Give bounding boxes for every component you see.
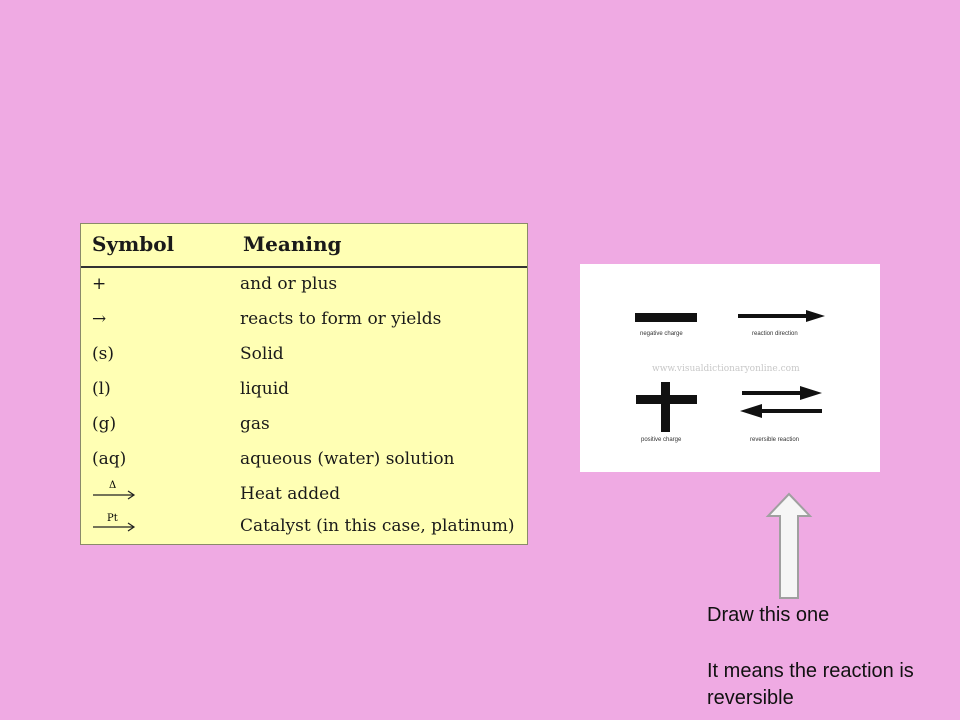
- header-meaning: Meaning: [243, 232, 342, 256]
- table-header: [81, 224, 527, 268]
- row-meaning: Catalyst (in this case, platinum): [240, 516, 515, 536]
- row-symbol: →: [92, 309, 107, 329]
- reversible-arrow-icon: [740, 386, 822, 418]
- caption-direction: reaction direction: [752, 331, 798, 337]
- note-line-3: reversible: [707, 687, 794, 709]
- up-arrow-icon: [765, 492, 813, 600]
- symbol-meaning-table: [80, 223, 528, 545]
- row-symbol: (aq): [92, 449, 127, 469]
- table-row: [81, 338, 527, 373]
- right-arrow-icon: [738, 310, 825, 322]
- row-meaning: and or plus: [240, 274, 338, 294]
- row-meaning: Solid: [240, 344, 284, 364]
- caption-reversible: reversible reaction: [750, 437, 800, 443]
- platinum-label: Pt: [107, 513, 118, 524]
- delta-label: Δ: [109, 480, 117, 491]
- header-symbol: Symbol: [92, 232, 175, 256]
- row-meaning: reacts to form or yields: [240, 309, 442, 329]
- table-row: [81, 408, 527, 443]
- row-meaning: Heat added: [240, 484, 341, 504]
- row-meaning: aqueous (water) solution: [240, 449, 455, 469]
- row-symbol: (l): [92, 379, 111, 399]
- instruction-note: [707, 602, 914, 712]
- table-row: [81, 510, 527, 545]
- table-row: [81, 478, 527, 513]
- table-row: [81, 373, 527, 408]
- row-meaning: liquid: [240, 379, 290, 399]
- symbols-illustration: [580, 264, 880, 472]
- note-line-1: Draw this one: [707, 604, 830, 626]
- minus-icon: [635, 313, 697, 322]
- catalyst-arrow-icon: [91, 510, 139, 540]
- symbols-image: [580, 264, 880, 472]
- note-line-2: It means the reaction is: [707, 660, 914, 682]
- table-row: [81, 443, 527, 478]
- row-symbol: (s): [92, 344, 114, 364]
- caption-negative: negative charge: [640, 331, 683, 337]
- table-row: [81, 303, 527, 338]
- table-row: [81, 268, 527, 303]
- caption-positive: positive charge: [641, 437, 682, 443]
- row-symbol: +: [92, 274, 107, 294]
- row-symbol: (g): [92, 414, 117, 434]
- plus-icon: [636, 382, 697, 432]
- watermark: www.visualdictionaryonline.com: [652, 364, 800, 374]
- heat-arrow-icon: [91, 478, 139, 508]
- row-meaning: gas: [240, 414, 270, 434]
